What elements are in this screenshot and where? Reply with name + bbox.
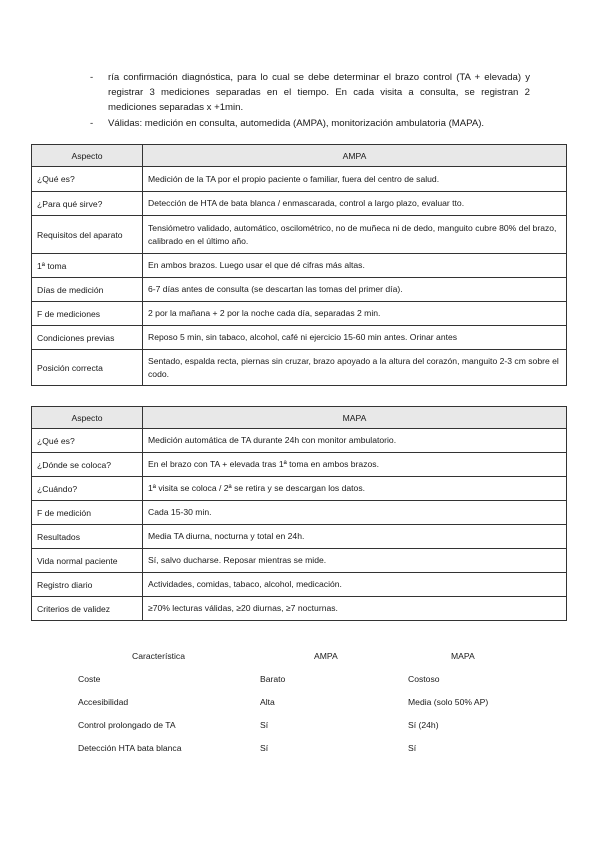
comparison-feature: Detección HTA bata blanca [78,743,182,753]
comparison-ampa-value: Barato [260,674,286,684]
comparison-row [0,720,600,743]
comparison-ampa-value: Sí [260,720,269,730]
column-header: MAPA [143,407,567,429]
row-value: Actividades, comidas, tabaco, alcohol, medicación. [143,573,567,597]
column-header: Característica [132,651,186,661]
bullet-item [90,70,530,116]
row-value: 6-7 días antes de consulta (se descartan las tomas del primer día). [143,278,567,302]
column-header: Aspecto [32,145,143,167]
table-row [32,216,567,254]
column-header: MAPA [451,651,475,661]
mapa-table [31,406,567,621]
table-row [32,302,567,326]
comparison-feature: Control prolongado de TA [78,720,176,730]
column-header: Aspecto [32,407,143,429]
row-label: ¿Qué es? [32,167,143,192]
ampa-table [31,144,567,386]
row-label: Días de medición [32,278,143,302]
row-value: Sí, salvo ducharse. Reposar mientras se mide. [143,549,567,573]
row-value: Medición de la TA por el propio paciente o familiar, fuera del centro de salud. [143,167,567,192]
row-label: ¿Cuándo? [32,477,143,501]
row-value: Tensiómetro validado, automático, oscilométrico, no de muñeca ni de dedo, manguito cubre 80% del brazo, calibrado en el último año. [143,216,567,254]
row-label: ¿Dónde se coloca? [32,453,143,477]
row-value: Media TA diurna, nocturna y total en 24h. [143,525,567,549]
comparison-ampa-value: Alta [260,697,275,707]
row-value: 1ª visita se coloca / 2ª se retira y se descargan los datos. [143,477,567,501]
row-label: F de medición [32,501,143,525]
table-row [32,477,567,501]
row-label: Registro diario [32,573,143,597]
bullet-dash: - [90,72,94,83]
table-row [32,278,567,302]
table-row [32,429,567,453]
column-header: AMPA [143,145,567,167]
table-header-row [32,145,567,167]
comparison-row [0,743,600,766]
row-value: Reposo 5 min, sin tabaco, alcohol, café ni ejercicio 15-60 min antes. Orinar antes [143,326,567,350]
row-label: Criterios de validez [32,597,143,621]
table-row [32,254,567,278]
row-label: Requisitos del aparato [32,216,143,254]
comparison-ampa-value: Sí [260,743,269,753]
comparison-feature: Accesibilidad [78,697,129,707]
row-label: ¿Para qué sirve? [32,192,143,216]
bullet-dash: - [90,117,94,129]
row-label: Condiciones previas [32,326,143,350]
table-row [32,167,567,192]
comparison-mapa-value: Sí [408,743,417,753]
table-row [32,453,567,477]
comparison-feature: Coste [78,674,101,684]
table-row [32,573,567,597]
row-value: Sentado, espalda recta, piernas sin cruzar, brazo apoyado a la altura del corazón, manguito 2-3 cm sobre el codo. [143,350,567,386]
table-row [32,501,567,525]
row-label: Vida normal paciente [32,549,143,573]
comparison-mapa-value: Sí (24h) [408,720,439,730]
row-label: Posición correcta [32,350,143,386]
table-row [32,597,567,621]
table-row [32,326,567,350]
comparison-mapa-value: Media (solo 50% AP) [408,697,489,707]
row-value: ≥70% lecturas válidas, ≥20 diurnas, ≥7 nocturnas. [143,597,567,621]
comparison-header-row [0,651,600,674]
row-value: En ambos brazos. Luego usar el que dé cifras más altas. [143,254,567,278]
bullet-list [90,70,530,131]
row-value: Cada 15-30 min. [143,501,567,525]
row-label: ¿Qué es? [32,429,143,453]
table-row [32,350,567,386]
row-value: Medición automática de TA durante 24h con monitor ambulatorio. [143,429,567,453]
row-value: En el brazo con TA + elevada tras 1ª toma en ambos brazos. [143,453,567,477]
row-label: F de mediciones [32,302,143,326]
comparison-table [0,651,600,766]
table-header-row [32,407,567,429]
comparison-mapa-value: Costoso [408,674,440,684]
bullet-text: Válidas: medición en consulta, automedida (AMPA), monitorización ambulatoria (MAPA). [108,117,485,129]
row-label: Resultados [32,525,143,549]
bullet-text: ría confirmación diagnóstica, para lo cual se debe determinar el brazo control (TA + elevada) y registrar 3 mediciones separadas en el tiempo. En cada visita a consulta, se registran 2 mediciones separadas x +1min. [108,72,530,114]
comparison-row [0,697,600,720]
column-header: AMPA [314,651,338,661]
row-value: Detección de HTA de bata blanca / enmascarada, control a largo plazo, evaluar tto. [143,192,567,216]
comparison-row [0,674,600,697]
row-label: 1ª toma [32,254,143,278]
table-row [32,192,567,216]
table-row [32,525,567,549]
bullet-item [90,116,530,131]
row-value: 2 por la mañana + 2 por la noche cada día, separadas 2 min. [143,302,567,326]
table-row [32,549,567,573]
